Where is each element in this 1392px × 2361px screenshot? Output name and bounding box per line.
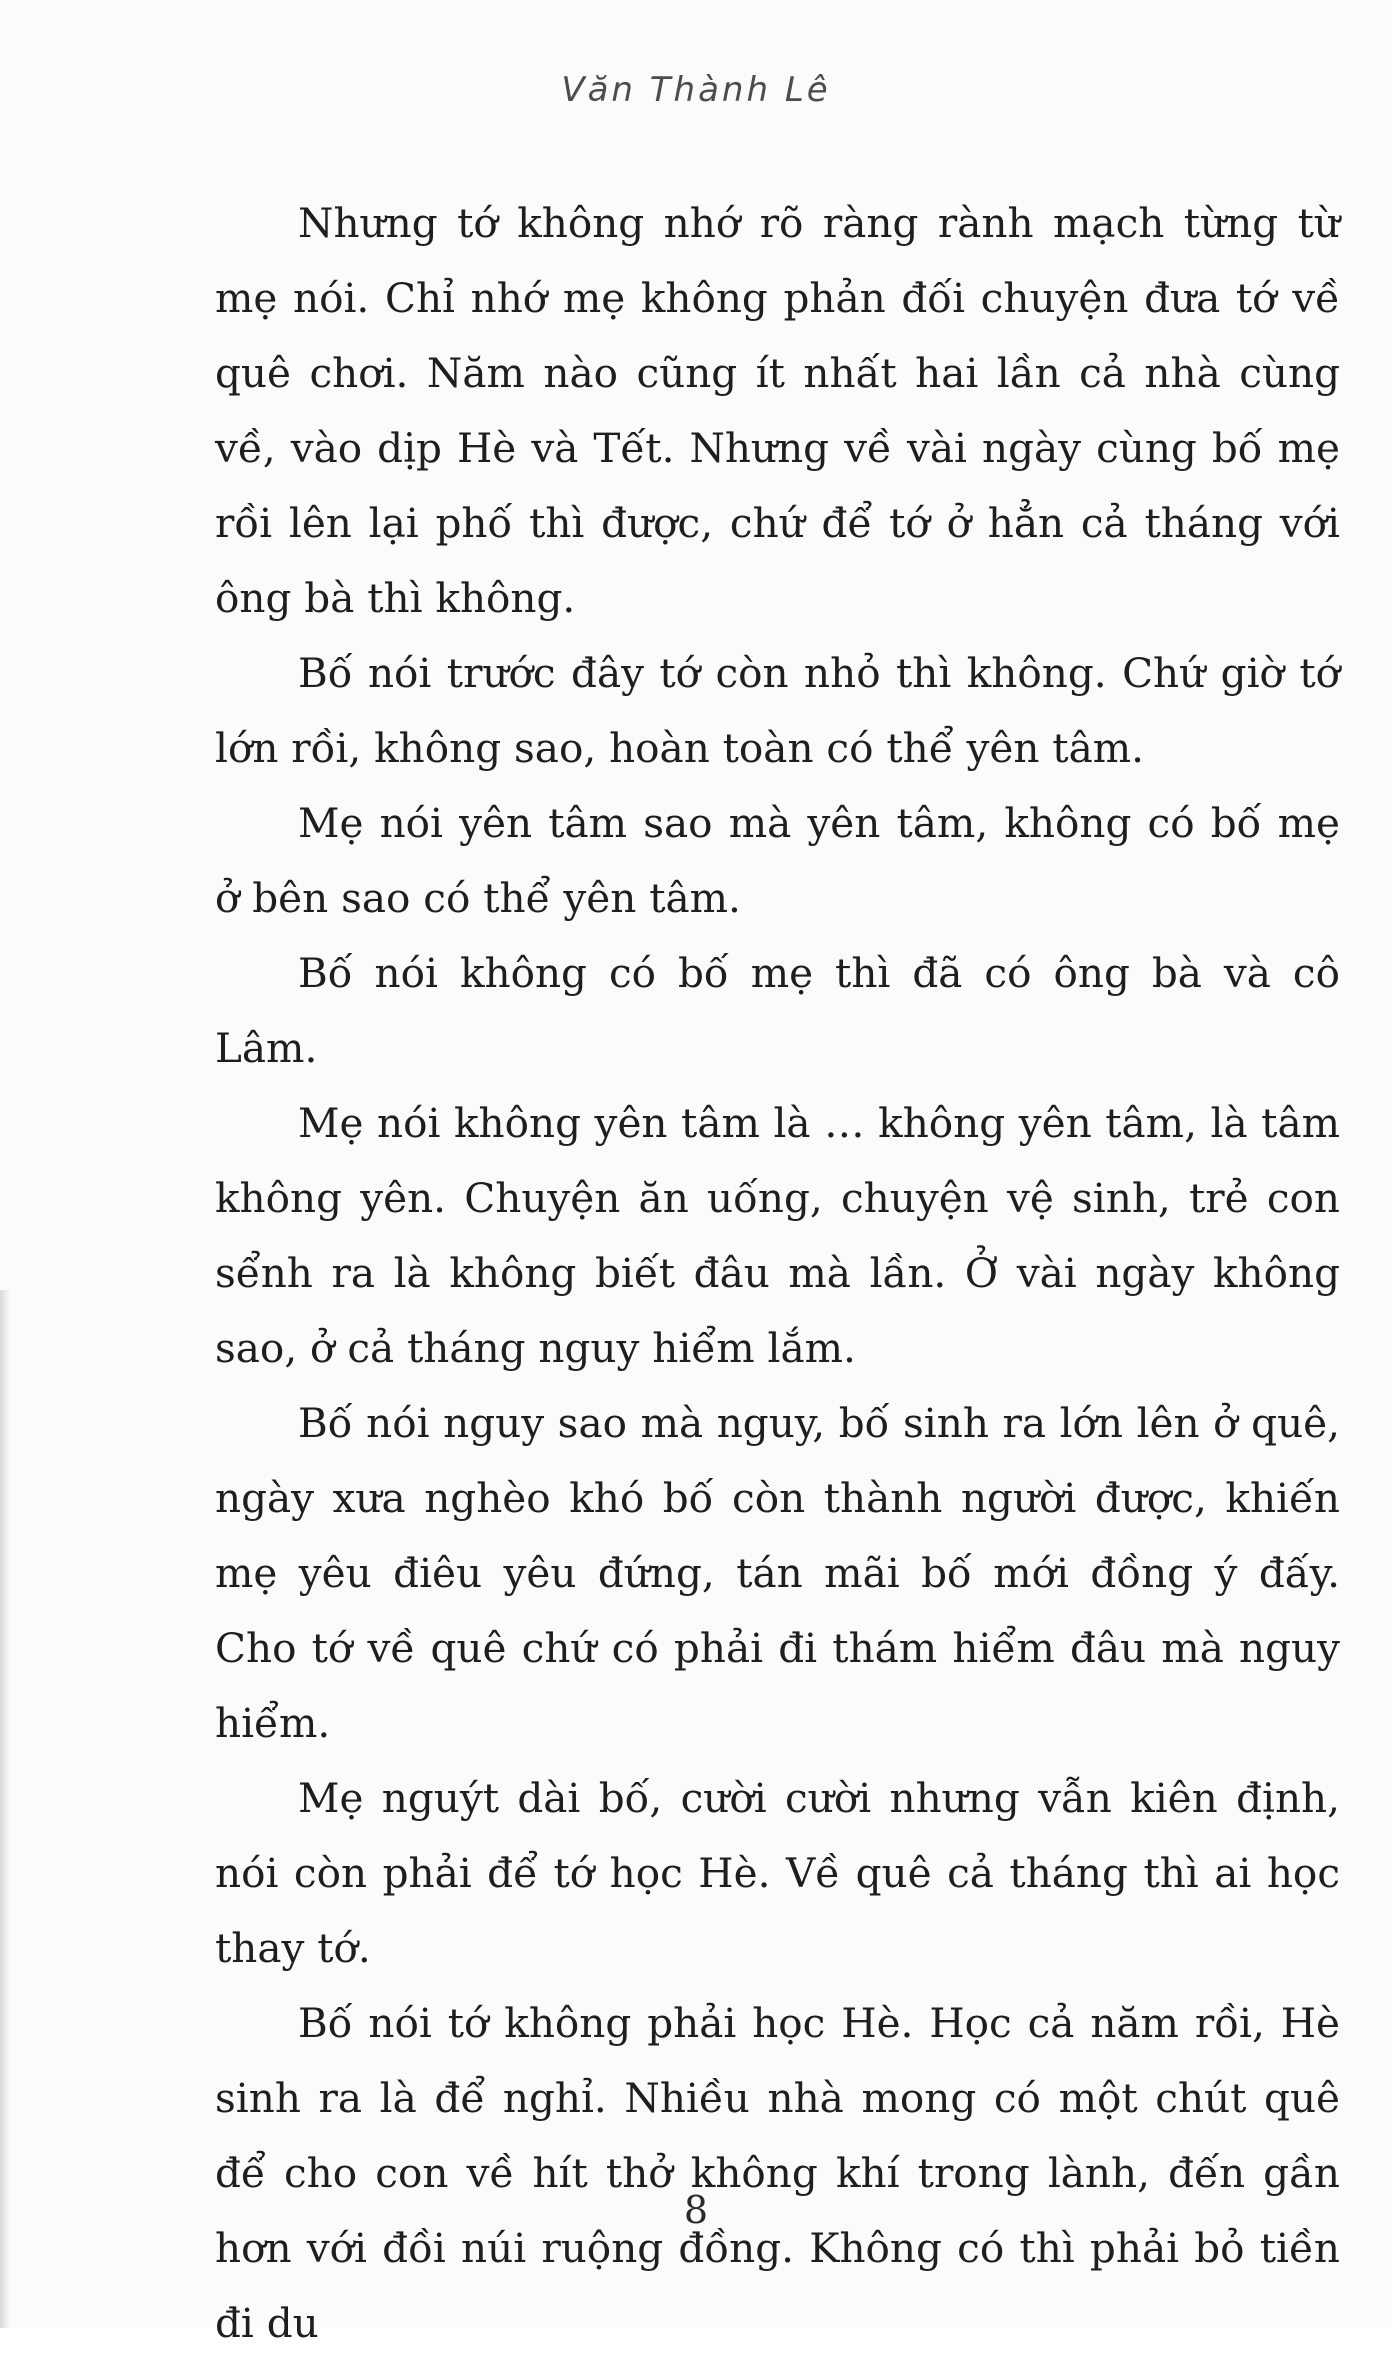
paragraph: Bố nói không có bố mẹ thì đã có ông bà và cô Lâm. <box>215 949 1340 1072</box>
paragraph: Mẹ nói yên tâm sao mà yên tâm, không có bố mẹ ở bên sao có thể yên tâm. <box>215 799 1340 922</box>
paragraph: Nhưng tớ không nhớ rõ ràng rành mạch từng từ mẹ nói. Chỉ nhớ mẹ không phản đối chuyện đưa tớ về quê chơi. Năm nào cũng ít nhất hai lần cả nhà cùng về, vào dịp Hè và Tết. Nhưng về vài ngày cùng bố mẹ rồi lên lại phố thì được, chứ để tớ ở hẳn cả tháng với ông bà thì không. <box>215 199 1340 622</box>
paragraph: Bố nói trước đây tớ còn nhỏ thì không. Chứ giờ tớ lớn rồi, không sao, hoàn toàn có thể yên tâm. <box>215 649 1340 772</box>
body-text <box>215 186 1340 2361</box>
paragraph: Mẹ nói không yên tâm là … không yên tâm, là tâm không yên. Chuyện ăn uống, chuyện vệ sinh, trẻ con sểnh ra là không biết đâu mà lần. Ở vài ngày không sao, ở cả tháng nguy hiểm lắm. <box>215 1099 1340 1372</box>
page-edge-shadow <box>0 1290 10 2328</box>
paragraph: Bố nói tớ không phải học Hè. Học cả năm rồi, Hè sinh ra là để nghỉ. Nhiều nhà mong có một chút quê để cho con về hít thở không khí trong lành, đến gần hơn với đồi núi ruộng đồng. Không có thì phải bỏ tiền đi du <box>215 1999 1340 2347</box>
page-number: 8 <box>683 2188 709 2232</box>
paragraph: Bố nói nguy sao mà nguy, bố sinh ra lớn lên ở quê, ngày xưa nghèo khó bố còn thành người được, khiến mẹ yêu điêu yêu đứng, tán mãi bố mới đồng ý đấy. Cho tớ về quê chứ có phải đi thám hiểm đâu mà nguy hiểm. <box>215 1399 1340 1747</box>
paragraph: Mẹ nguýt dài bố, cười cười nhưng vẫn kiên định, nói còn phải để tớ học Hè. Về quê cả tháng thì ai học thay tớ. <box>215 1774 1340 1972</box>
running-header: Văn Thành Lê <box>561 70 831 110</box>
